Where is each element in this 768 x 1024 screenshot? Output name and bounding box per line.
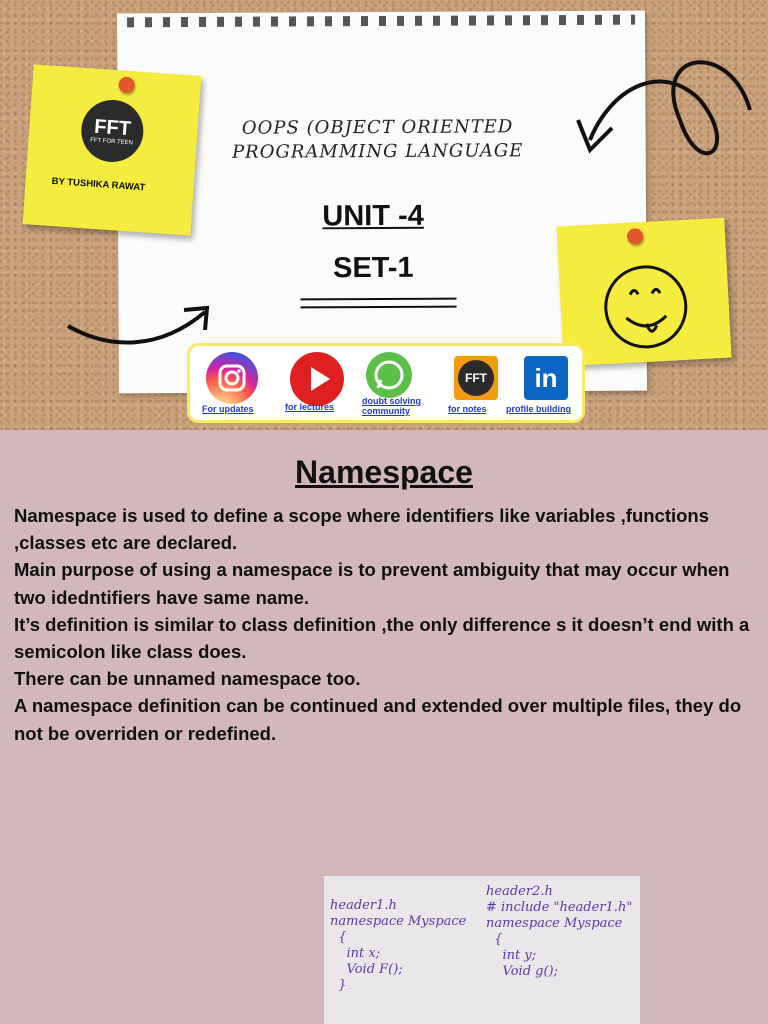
paragraph-line: Main purpose of using a namespace is to prevent ambiguity that may occur when two idedntifiers have same name. <box>14 559 730 608</box>
section-heading: Namespace <box>295 454 473 490</box>
sticky-note-left <box>23 64 202 235</box>
smiley-face-icon <box>598 260 693 355</box>
paragraph-line: There can be unnamed namespace too. <box>14 668 361 690</box>
course-title: OOPS (OBJECT ORIENTED PROGRAMMING LANGUAGE <box>231 116 524 163</box>
social-links-bar <box>190 346 582 420</box>
paragraph-line: A namespace definition can be continued and extended over multiple files, they do not be overriden or redefined. <box>14 695 742 744</box>
curly-arrow-right <box>590 62 750 153</box>
set-label: SET-1 <box>332 251 414 285</box>
youtube-label[interactable]: for lectures <box>285 402 335 412</box>
namespace-description <box>14 502 762 747</box>
linkedin-label[interactable]: profile building <box>506 404 571 414</box>
pushpin-icon <box>627 228 644 245</box>
youtube-icon[interactable] <box>290 352 344 406</box>
handwritten-code-photo <box>324 876 640 1024</box>
instagram-icon[interactable] <box>206 352 258 404</box>
curly-arrow-right-head <box>578 120 612 150</box>
whatsapp-icon[interactable] <box>366 352 412 398</box>
pushpin-icon <box>118 76 135 93</box>
linkedin-icon[interactable]: in <box>524 356 568 400</box>
sticky-note-right <box>556 218 731 367</box>
notes-label[interactable]: for notes <box>448 404 487 414</box>
namespace-section <box>0 430 768 1024</box>
handwritten-header1: header1.h namespace Myspace { int x; Void F(); } <box>330 898 467 993</box>
paragraph-line: It’s definition is similar to class definition ,the only difference s it doesn’t end with a semicolon like class does. <box>14 613 750 663</box>
author-byline: BY TUSHIKA RAWAT <box>51 175 146 194</box>
unit-label: UNIT -4 <box>322 199 424 233</box>
curved-arrow-left <box>68 312 205 343</box>
whatsapp-label[interactable]: doubt solving community <box>362 396 421 416</box>
fft-logo: FFT FFT FOR TEEN <box>79 98 145 164</box>
fft-notes-icon[interactable]: FFT <box>454 356 498 400</box>
paragraph-line: Namespace is used to define a scope where identifiers like variables ,functions ,classes etc are declared. <box>14 505 710 554</box>
handwritten-header2: header2.h # include "header1.h" namespace Myspace { int y; Void g(); <box>486 884 633 979</box>
instagram-label[interactable]: For updates <box>202 404 254 414</box>
cork-board-banner <box>0 0 768 430</box>
